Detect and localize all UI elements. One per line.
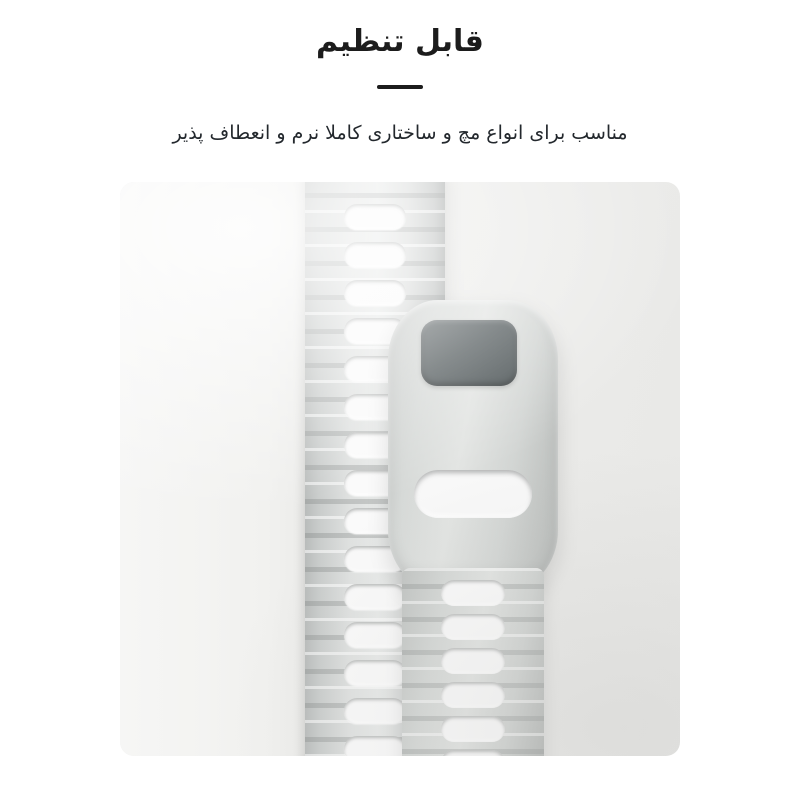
watch-connector-lug bbox=[421, 320, 517, 386]
watch-band-buckle-strap bbox=[388, 300, 558, 756]
strap-adjustment-slot bbox=[344, 242, 406, 268]
page-subtitle: مناسب برای انواع مچ و ساختاری کاملا نرم و انعطاف پذیر bbox=[172, 122, 628, 144]
strap-buckle-head bbox=[388, 300, 558, 590]
tail-adjustment-slot bbox=[441, 614, 505, 640]
tail-adjustment-slot bbox=[441, 716, 505, 742]
strap-adjustment-slot bbox=[344, 204, 406, 230]
tail-adjustment-slot bbox=[441, 648, 505, 674]
photo-backdrop-seam bbox=[120, 182, 330, 756]
page-title: قابل تنظیم bbox=[316, 24, 484, 59]
strap-tail bbox=[402, 568, 544, 756]
tail-adjustment-slot bbox=[441, 750, 505, 756]
tail-adjustment-slot bbox=[441, 682, 505, 708]
tail-adjustment-slot bbox=[441, 580, 505, 606]
title-divider bbox=[377, 85, 423, 89]
buckle-pin-hole bbox=[414, 470, 532, 518]
product-photo bbox=[120, 182, 680, 756]
